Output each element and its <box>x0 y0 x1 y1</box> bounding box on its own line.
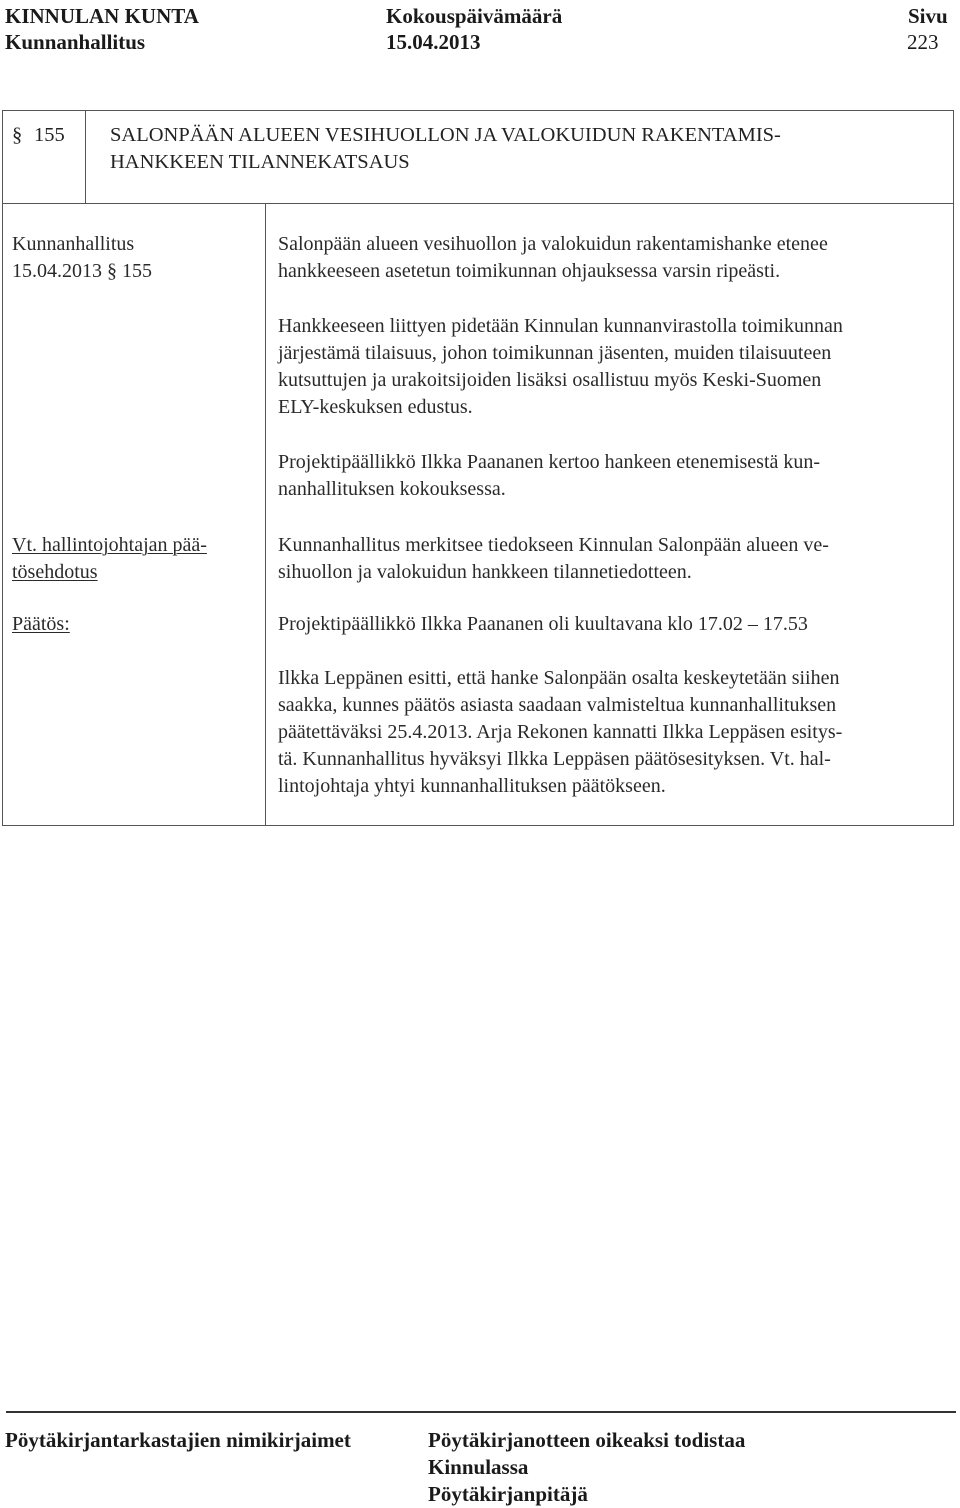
section-number: 155 <box>34 124 65 146</box>
meeting-date-label: Kokouspäivämäärä <box>386 4 563 28</box>
intro-p1-line-1: Salonpään alueen vesihuollon ja valokuidun rakentamishanke etenee <box>278 233 828 255</box>
meeting-date: 15.04.2013 <box>386 30 481 54</box>
intro-p3-line-2: nanhallituksen kokouksessa. <box>278 478 506 500</box>
org-name: KINNULAN KUNTA <box>5 4 199 28</box>
decision-label <box>12 611 70 638</box>
proposal-line-2: sihuollon ja valokuidun hankkeen tilannetiedotteen. <box>278 561 692 583</box>
proposal-text <box>278 532 829 586</box>
footer-cert-line-2: Kinnulassa <box>428 1455 529 1479</box>
section-title <box>110 122 781 176</box>
proposal-label <box>12 532 207 586</box>
footer-inspectors: Pöytäkirjantarkastajien nimikirjaimet <box>5 1428 351 1452</box>
intro-paragraph-3 <box>278 449 820 503</box>
page-number: 223 <box>907 30 939 54</box>
decision-p-line-3: päätettäväksi 25.4.2013. Arja Rekonen kannatti Ilkka Leppäsen esitys- <box>278 721 843 743</box>
proposal-line-1: Kunnanhallitus merkitsee tiedokseen Kinnulan Salonpään alueen ve- <box>278 534 829 556</box>
intro-paragraph-2 <box>278 313 843 421</box>
intro-p2-line-2: järjestämä tilaisuus, johon toimikunnan jäsenten, muiden tilaisuuteen <box>278 342 832 364</box>
meeting-body: Kunnanhallitus <box>5 30 146 54</box>
section-title-line-2: HANKKEEN TILANNEKATSAUS <box>110 151 410 173</box>
decision-paragraph <box>278 665 842 800</box>
reference-symbol: § <box>107 260 117 282</box>
section-title-line-1: SALONPÄÄN ALUEEN VESIHUOLLON JA VALOKUIDUN RAKENTAMIS- <box>110 124 781 146</box>
decision-p-line-1: Ilkka Leppänen esitti, että hanke Salonpään osalta keskeytetään siihen <box>278 667 840 689</box>
decision-line-1 <box>278 611 808 638</box>
page-label: Sivu <box>908 4 948 28</box>
intro-p3-line-1: Projektipäällikkö Ilkka Paananen kertoo hankeen etenemisestä kun- <box>278 451 821 473</box>
footer-cert-line-1: Pöytäkirjanotteen oikeaksi todistaa <box>428 1428 746 1452</box>
reference-body: Kunnanhallitus <box>12 233 135 255</box>
reference-date-line <box>12 258 152 285</box>
section-symbol: § <box>12 124 23 146</box>
intro-p2-line-3: kutsuttujen ja urakoitsijoiden lisäksi osallistuu myös Keski-Suomen <box>278 369 822 391</box>
intro-p2-line-1: Hankkeeseen liittyen pidetään Kinnulan kunnanvirastolla toimikunnan <box>278 315 843 337</box>
decision-hearing: Projektipäällikkö Ilkka Paananen oli kuultavana klo 17.02 – 17.53 <box>278 613 808 635</box>
decision-p-line-4: tä. Kunnanhallitus hyväksyi Ilkka Leppäsen päätösesityksen. Vt. hal- <box>278 748 831 770</box>
decision-p-line-2: saakka, kunnes päätös asiasta saadaan valmisteltua kunnanhallituksen <box>278 694 837 716</box>
intro-paragraph-1 <box>278 231 828 285</box>
decision-label-text: Päätös: <box>12 613 70 635</box>
intro-p2-line-4: ELY-keskuksen edustus. <box>278 396 473 418</box>
footer-divider <box>6 1411 956 1413</box>
footer-cert-line-3: Pöytäkirjanpitäjä <box>428 1482 588 1506</box>
reference-date: 15.04.2013 <box>12 260 102 282</box>
reference <box>12 231 152 285</box>
intro-p1-line-2: hankkeeseen asetetun toimikunnan ohjauksessa varsin ripeästi. <box>278 260 781 282</box>
decision-p-line-5: lintojohtaja yhtyi kunnanhallituksen päätökseen. <box>278 775 666 797</box>
reference-number: 155 <box>122 260 152 282</box>
left-column <box>2 203 266 826</box>
footer-certification <box>428 1427 745 1508</box>
proposal-label-line-1: Vt. hallintojohtajan pää- <box>12 534 207 556</box>
proposal-label-line-2: tösehdotus <box>12 561 98 583</box>
